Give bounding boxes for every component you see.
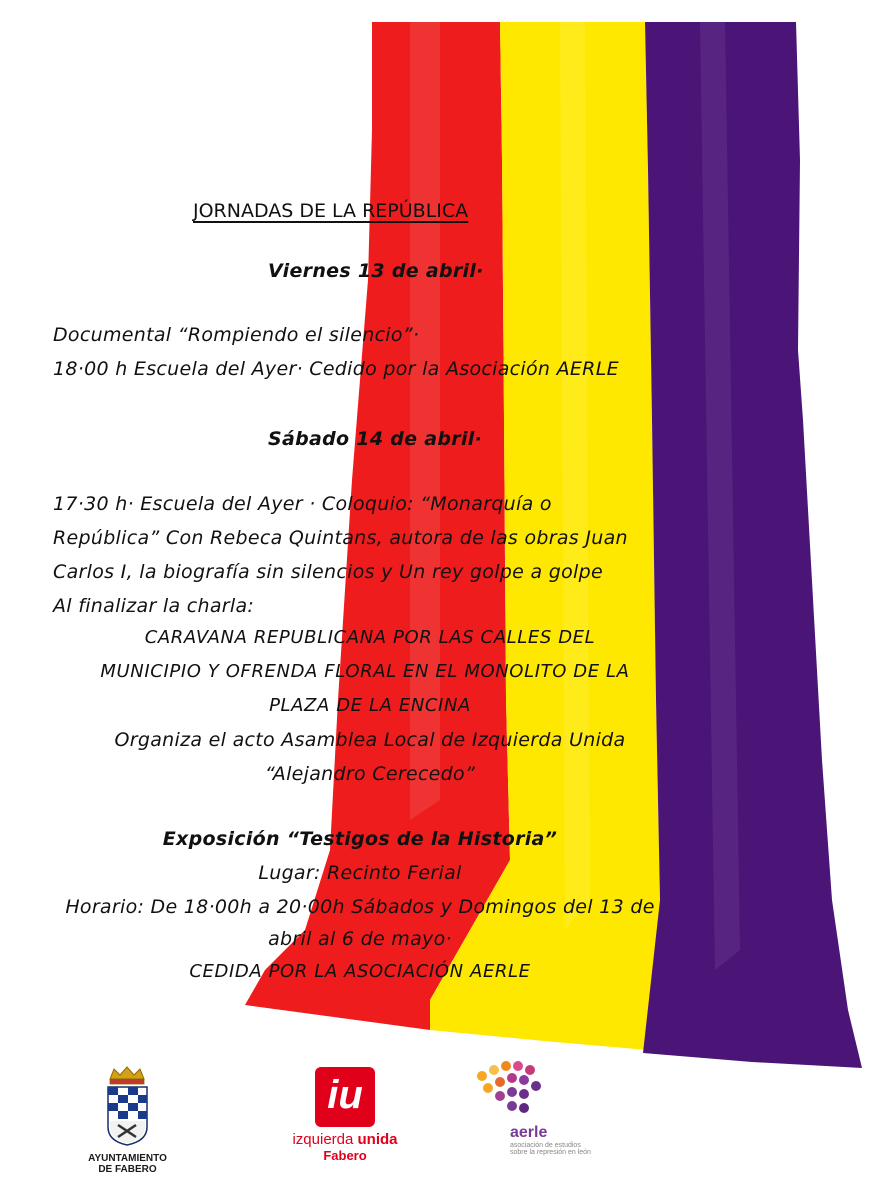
page-title: JORNADAS DE LA REPÚBLICA: [193, 200, 469, 222]
day2-heading: Sábado 14 de abril·: [268, 428, 483, 450]
iu-name-b: unida: [357, 1131, 398, 1148]
caravana-line2: MUNICIPIO Y OFRENDA FLORAL EN EL MONOLITO DE LA: [100, 661, 630, 682]
aerle-sub2: sobre la represión en león: [510, 1149, 591, 1156]
iu-name-a: izquierda: [292, 1131, 354, 1148]
day2-line2: República” Con Rebeca Quintans, autora de las obras Juan: [53, 527, 628, 549]
exposicion-horario-line2: abril al 6 de mayo·: [268, 928, 452, 950]
day1-documental: Documental “Rompiendo el silencio”·: [53, 324, 420, 346]
exposicion-lugar: Lugar: Recinto Ferial: [258, 862, 462, 884]
aerle-dots-icon: [470, 1058, 550, 1120]
day2-line1: 17·30 h· Escuela del Ayer · Coloquio: “Monarquía o: [53, 493, 552, 515]
organiza-line1: Organiza el acto Asamblea Local de Izquierda Unida: [114, 729, 626, 751]
day2-line4: Al finalizar la charla:: [53, 595, 255, 617]
iu-mark-icon: [315, 1067, 375, 1127]
exposicion-cedida: CEDIDA POR LA ASOCIACIÓN AERLE: [189, 961, 531, 982]
caravana-line3: PLAZA DE LA ENCINA: [269, 695, 471, 716]
iu-mark-text: iu: [327, 1073, 363, 1117]
iu-name: [280, 1131, 410, 1148]
iu-town: Fabero: [323, 1148, 367, 1163]
aerle-name: aerle: [510, 1124, 548, 1141]
caravana-line1: CARAVANA REPUBLICANA POR LAS CALLES DEL: [144, 627, 596, 648]
organiza-line2: “Alejandro Cerecedo”: [264, 763, 476, 785]
exposicion-horario-line1: Horario: De 18·00h a 20·00h Sábados y Domingos del 13 de: [65, 896, 655, 918]
flag-purple-stripe: [643, 22, 862, 1068]
izquierda-unida-logo: [280, 1067, 410, 1163]
ayuntamiento-label-line2: DE FABERO: [98, 1164, 157, 1175]
day1-heading: Viernes 13 de abril·: [268, 260, 484, 282]
aerle-sub1: asociación de estudios: [510, 1142, 581, 1149]
exposicion-heading: Exposición “Testigos de la Historia”: [162, 828, 558, 850]
aerle-logo: [470, 1058, 620, 1156]
ayuntamiento-label-line1: AYUNTAMIENTO: [88, 1153, 167, 1164]
coat-of-arms-icon: [70, 1065, 185, 1147]
ayuntamiento-fabero-logo: [70, 1065, 185, 1175]
day2-line3: Carlos I, la biografía sin silencios y Un rey golpe a golpe: [53, 561, 603, 583]
day1-schedule: 18·00 h Escuela del Ayer· Cedido por la Asociación AERLE: [53, 358, 619, 380]
